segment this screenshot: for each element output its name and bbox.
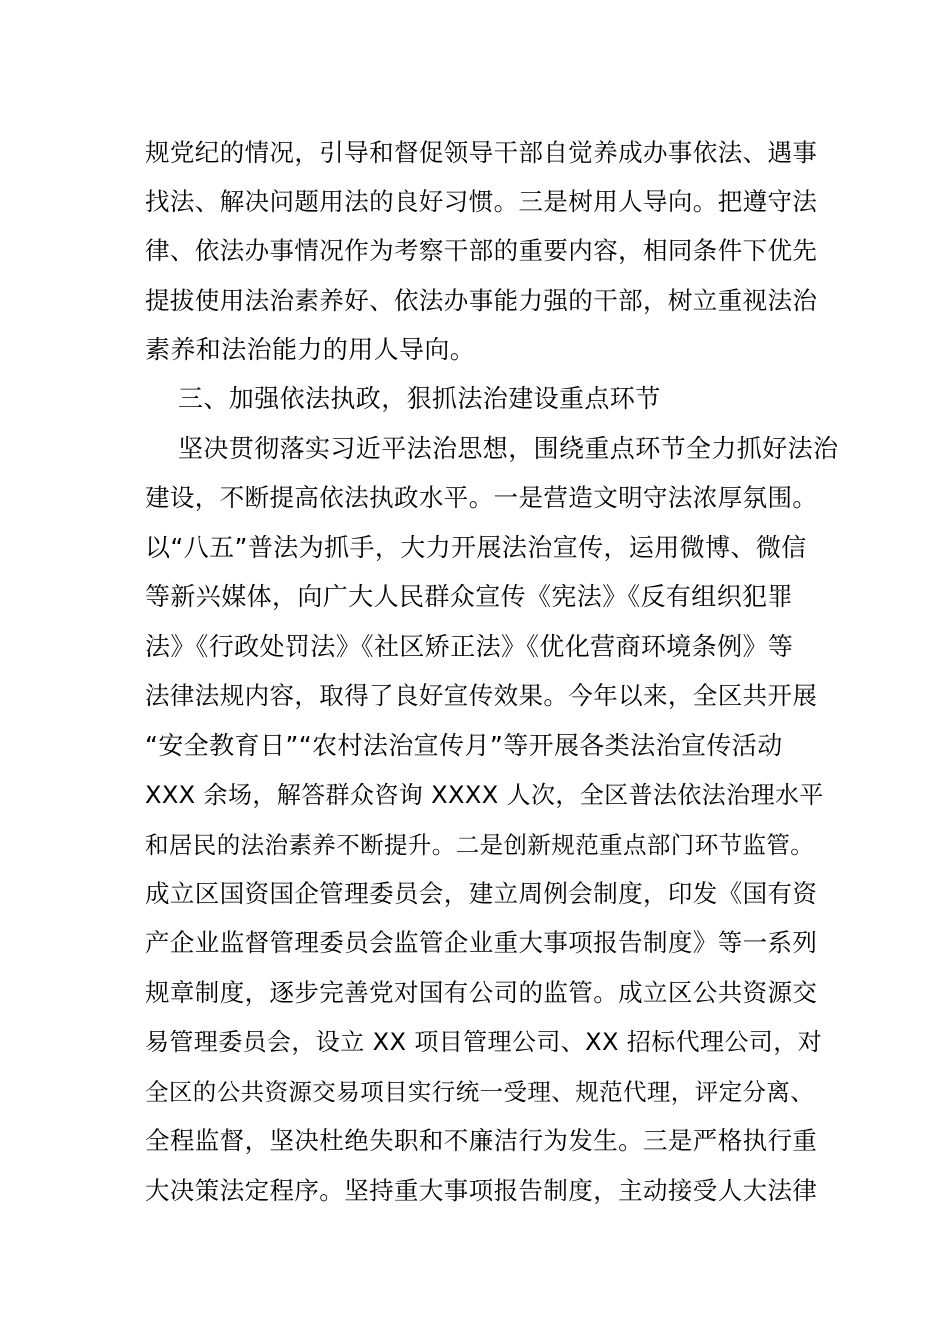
text-line: 法》《行政处罚法》《社区矫正法》《优化营商环境条例》等	[145, 632, 794, 661]
text-line: 规党纪的情况，引导和督促领导干部自觉养成办事依法、遇事	[145, 138, 818, 167]
text-line: 等新兴媒体，向广大人民群众宣传《宪法》《反有组织犯罪	[145, 582, 793, 611]
text-line: 找法、解决问题用法的良好习惯。三是树用人导向。把遵守法	[145, 187, 818, 216]
text-line: 全程监督，坚决杜绝失职和不廉洁行为发生。三是严格执行重	[145, 1126, 818, 1155]
section-heading: 三、加强依法执政，狠抓法治建设重点环节	[178, 384, 661, 413]
text-line: XXX 余场，解答群众咨询 XXXX 人次，全区普法依法治理水平	[145, 781, 824, 809]
text-line: 和居民的法治素养不断提升。二是创新规范重点部门环节监管。	[145, 831, 815, 859]
text-line: 成立区国资国企管理委员会，建立周例会制度，印发《国有资	[145, 879, 818, 908]
text-line: 坚决贯彻落实习近平法治思想，围绕重点环节全力抓好法治	[178, 434, 839, 463]
text-line: 产企业监督管理委员会监管企业重大事项报告制度》等一系列	[145, 928, 818, 957]
text-line: 法律法规内容，取得了良好宣传效果。今年以来，全区共开展	[145, 681, 818, 710]
text-line: 大决策法定程序。坚持重大事项报告制度，主动接受人大法律	[145, 1176, 818, 1205]
text-line: 素养和法治能力的用人导向。	[145, 335, 476, 364]
text-line: 易管理委员会，设立 XX 项目管理公司、XX 招标代理公司，对	[145, 1028, 823, 1056]
text-line: “安全教育日”“农村法治宣传月”等开展各类法治宣传活动	[145, 731, 783, 760]
text-line: 提拔使用法治素养好、依法办事能力强的干部，树立重视法治	[145, 286, 818, 315]
text-line: 全区的公共资源交易项目实行统一受理、规范代理，评定分离、	[145, 1078, 815, 1106]
text-line: 以“八五”普法为抓手，大力开展法治宣传，运用微博、微信	[145, 533, 807, 562]
text-line: 建设，不断提高依法执政水平。一是营造文明守法浓厚氛围。	[145, 483, 818, 512]
text-line: 规章制度，逐步完善党对国有公司的监管。成立区公共资源交	[145, 978, 818, 1007]
text-line: 律、依法办事情况作为考察干部的重要内容，相同条件下优先	[145, 236, 818, 265]
